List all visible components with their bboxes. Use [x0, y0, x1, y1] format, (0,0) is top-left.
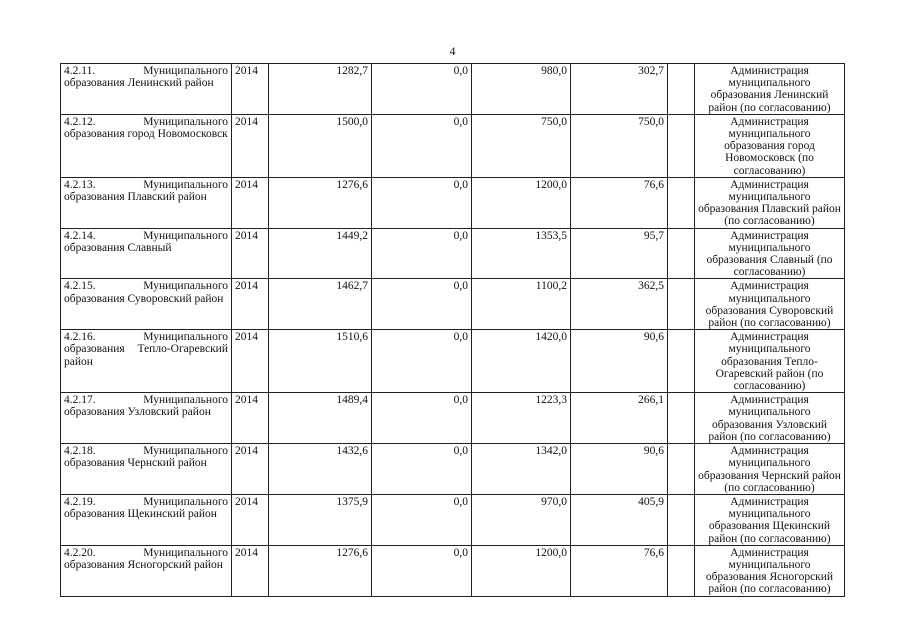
table-row — [61, 545, 845, 596]
cell-total: 1500,0 — [269, 114, 372, 177]
cell-measure-name: 4.2.19. Муниципального образования Щекинский район — [61, 494, 232, 545]
table-body — [61, 64, 845, 597]
cell-federal: 0,0 — [372, 393, 472, 444]
cell-total: 1276,6 — [269, 545, 372, 596]
cell-local: 76,6 — [571, 177, 668, 228]
cell-year: 2014 — [232, 228, 269, 279]
cell-regional: 1200,0 — [472, 545, 571, 596]
cell-responsible: Администрация муниципального образования Ясногорский район (по согласованию) — [695, 545, 845, 596]
cell-regional: 1223,3 — [472, 393, 571, 444]
cell-responsible: Администрация муниципального образования Тепло-Огаревский район (по согласованию) — [695, 330, 845, 393]
cell-other — [668, 545, 695, 596]
table-row — [61, 330, 845, 393]
cell-local: 90,6 — [571, 330, 668, 393]
cell-federal: 0,0 — [372, 545, 472, 596]
cell-regional: 970,0 — [472, 494, 571, 545]
cell-year: 2014 — [232, 279, 269, 330]
cell-federal: 0,0 — [372, 177, 472, 228]
cell-total: 1449,2 — [269, 228, 372, 279]
cell-responsible: Администрация муниципального образования город Новомосковск (по согласованию) — [695, 114, 845, 177]
cell-year: 2014 — [232, 330, 269, 393]
cell-year: 2014 — [232, 393, 269, 444]
cell-regional: 980,0 — [472, 64, 571, 115]
cell-local: 90,6 — [571, 444, 668, 495]
cell-measure-name: 4.2.20. Муниципального образования Ясногорский район — [61, 545, 232, 596]
cell-federal: 0,0 — [372, 279, 472, 330]
cell-responsible: Администрация муниципального образования Славный (по согласованию) — [695, 228, 845, 279]
cell-federal: 0,0 — [372, 494, 472, 545]
page-number: 4 — [449, 44, 456, 58]
cell-total: 1432,6 — [269, 444, 372, 495]
cell-regional: 750,0 — [472, 114, 571, 177]
cell-measure-name: 4.2.14. Муниципального образования Славный — [61, 228, 232, 279]
cell-measure-name: 4.2.16. Муниципального образования Тепло-Огаревский район — [61, 330, 232, 393]
cell-local: 405,9 — [571, 494, 668, 545]
cell-other — [668, 444, 695, 495]
cell-measure-name: 4.2.12. Муниципального образования город Новомосковск — [61, 114, 232, 177]
cell-measure-name: 4.2.17. Муниципального образования Узловский район — [61, 393, 232, 444]
cell-other — [668, 279, 695, 330]
program-table — [60, 63, 845, 597]
cell-local: 95,7 — [571, 228, 668, 279]
cell-local: 750,0 — [571, 114, 668, 177]
cell-measure-name: 4.2.18. Муниципального образования Чернский район — [61, 444, 232, 495]
cell-federal: 0,0 — [372, 330, 472, 393]
cell-year: 2014 — [232, 64, 269, 115]
cell-other — [668, 114, 695, 177]
cell-federal: 0,0 — [372, 228, 472, 279]
cell-local: 362,5 — [571, 279, 668, 330]
table-row — [61, 64, 845, 115]
table-row — [61, 228, 845, 279]
cell-federal: 0,0 — [372, 444, 472, 495]
cell-total: 1462,7 — [269, 279, 372, 330]
table-row — [61, 444, 845, 495]
cell-measure-name: 4.2.13. Муниципального образования Плавский район — [61, 177, 232, 228]
table-row — [61, 393, 845, 444]
cell-local: 266,1 — [571, 393, 668, 444]
cell-responsible: Администрация муниципального образования Ленинский район (по согласованию) — [695, 64, 845, 115]
cell-responsible: Администрация муниципального образования Чернский район (по согласованию) — [695, 444, 845, 495]
cell-local: 302,7 — [571, 64, 668, 115]
cell-regional: 1342,0 — [472, 444, 571, 495]
cell-responsible: Администрация муниципального образования Суворовский район (по согласованию) — [695, 279, 845, 330]
cell-year: 2014 — [232, 444, 269, 495]
cell-total: 1282,7 — [269, 64, 372, 115]
cell-total: 1510,6 — [269, 330, 372, 393]
table-row — [61, 494, 845, 545]
cell-other — [668, 494, 695, 545]
cell-other — [668, 177, 695, 228]
cell-other — [668, 330, 695, 393]
cell-total: 1276,6 — [269, 177, 372, 228]
cell-total: 1489,4 — [269, 393, 372, 444]
table-row — [61, 177, 845, 228]
cell-other — [668, 228, 695, 279]
cell-federal: 0,0 — [372, 114, 472, 177]
cell-other — [668, 393, 695, 444]
cell-year: 2014 — [232, 545, 269, 596]
cell-responsible: Администрация муниципального образования Щекинский район (по согласованию) — [695, 494, 845, 545]
table-row — [61, 279, 845, 330]
cell-regional: 1100,2 — [472, 279, 571, 330]
cell-regional: 1353,5 — [472, 228, 571, 279]
cell-responsible: Администрация муниципального образования Узловский район (по согласованию) — [695, 393, 845, 444]
cell-year: 2014 — [232, 114, 269, 177]
cell-local: 76,6 — [571, 545, 668, 596]
cell-measure-name: 4.2.11. Муниципального образования Ленинский район — [61, 64, 232, 115]
cell-other — [668, 64, 695, 115]
cell-year: 2014 — [232, 177, 269, 228]
cell-total: 1375,9 — [269, 494, 372, 545]
cell-responsible: Администрация муниципального образования Плавский район (по согласованию) — [695, 177, 845, 228]
table-row — [61, 114, 845, 177]
cell-regional: 1200,0 — [472, 177, 571, 228]
cell-regional: 1420,0 — [472, 330, 571, 393]
cell-federal: 0,0 — [372, 64, 472, 115]
cell-year: 2014 — [232, 494, 269, 545]
cell-measure-name: 4.2.15. Муниципального образования Суворовский район — [61, 279, 232, 330]
